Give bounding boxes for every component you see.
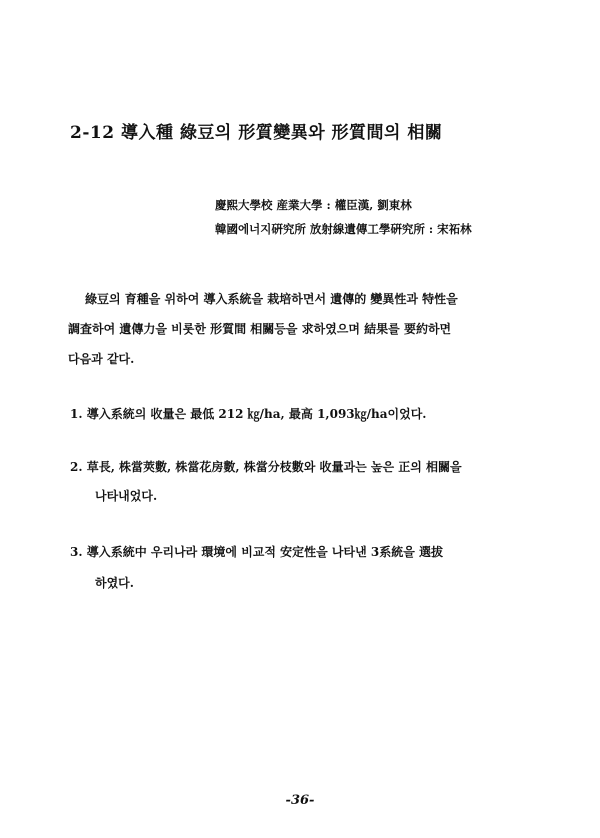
result-item-3-continued: 하였다. <box>95 576 134 590</box>
result-item-2-continued: 나타내었다. <box>95 489 158 503</box>
author-affiliation-2: 韓國에너지硏究所 放射線遺傳工學硏究所 : 宋祏林 <box>215 222 472 236</box>
page-number: -36- <box>285 793 315 808</box>
paper-title: 2-12 導入種 綠豆의 形質變異와 形質間의 相關 <box>70 123 443 143</box>
abstract-line-1: 綠豆의 育種을 위하여 導入系統을 栽培하면서 遺傳的 變異性과 特性을 <box>85 292 458 306</box>
author-affiliation-1: 慶熙大學校 産業大學 : 權臣漢, 劉東林 <box>215 198 412 212</box>
result-item-2: 2. 草長, 株當莢數, 株當花房數, 株當分枝數와 收量과는 높은 正의 相關을 <box>70 460 462 474</box>
result-item-1: 1. 導入系統의 收量은 最低 212 ㎏/ha, 最高 1,093㎏/ha이었다. <box>70 407 427 421</box>
abstract-line-2: 調査하여 遺傳力을 비롯한 形質間 相關등을 求하였으며 結果를 要約하면 <box>68 322 452 336</box>
result-item-3: 3. 導入系統中 우리나라 環境에 비교적 安定性을 나타낸 3系統을 選拔 <box>70 545 443 559</box>
abstract-line-3: 다음과 같다. <box>68 352 135 366</box>
